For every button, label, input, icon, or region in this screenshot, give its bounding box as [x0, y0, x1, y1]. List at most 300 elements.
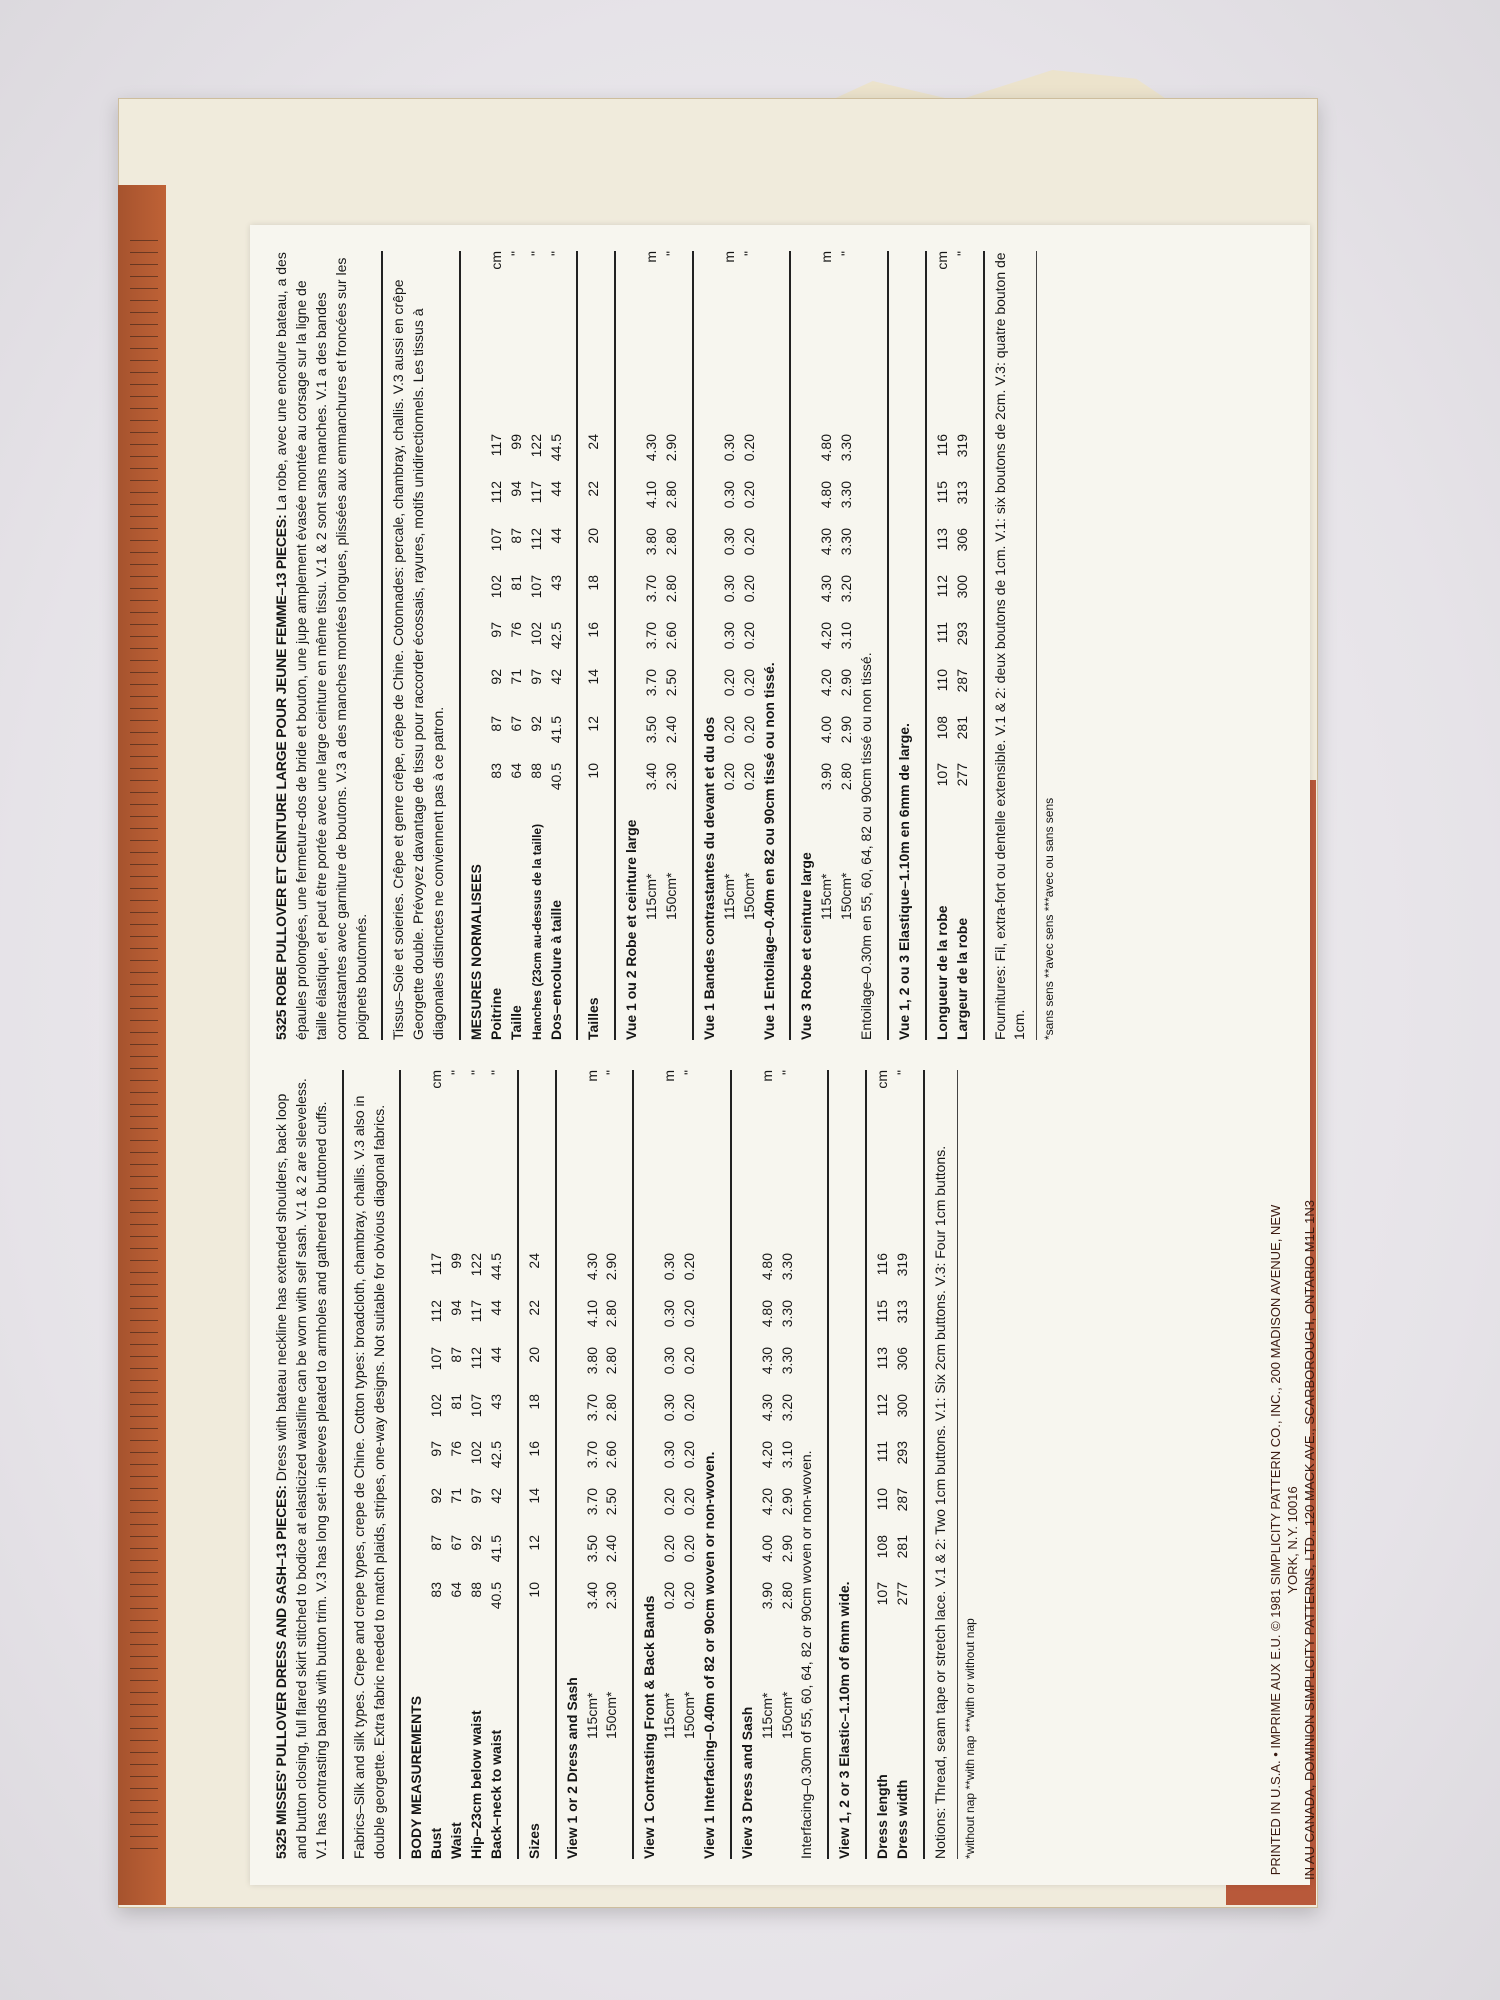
table-cell: 107: [527, 575, 544, 599]
table-cell: 0.20: [720, 669, 737, 697]
table-cell: 0.20: [740, 622, 757, 650]
table-row: [680, 1070, 700, 1859]
row-label: 150cm*: [740, 872, 757, 920]
interfacing-note: Interfacing–0.30m of 55, 60, 64, 82 or 90cm woven or non-woven.: [798, 1450, 815, 1859]
table-cell: 3.80: [583, 1347, 600, 1375]
table-row: [873, 1070, 893, 1859]
table-cell: 3.20: [838, 575, 855, 603]
table-cell: 108: [874, 1535, 891, 1559]
table-row: [584, 251, 604, 1040]
table-cell: 0.20: [661, 1582, 678, 1610]
table-cell: 22: [585, 481, 602, 497]
table-cell: 71: [448, 1488, 465, 1504]
table-cell: 0.30: [720, 434, 737, 462]
unit: m: [583, 1070, 600, 1082]
table-cell: 92: [487, 669, 504, 685]
table-cell: 313: [953, 481, 970, 505]
section-heading: View 3 Dress and Sash: [738, 1706, 755, 1859]
table-cell: 0.30: [661, 1253, 678, 1281]
table-cell: 40.5: [547, 763, 564, 791]
table-cell: 41.5: [547, 716, 564, 744]
table-cell: 83: [428, 1582, 445, 1598]
row-values: [507, 291, 527, 810]
section-heading: Vue 1 Bandes contrastantes du devant et du dos: [700, 716, 717, 1040]
table-row: [527, 251, 547, 1040]
table-row: [893, 1070, 913, 1859]
table-cell: 81: [507, 575, 524, 591]
row-values: [660, 1110, 680, 1629]
table-cell: 3.50: [643, 716, 660, 744]
row-label: 150cm*: [778, 1691, 795, 1739]
table-cell: 44: [547, 528, 564, 544]
table-cell: 0.20: [720, 716, 737, 744]
table-cell: 3.30: [778, 1347, 795, 1375]
table-cell: 87: [507, 528, 524, 544]
row-values: [837, 291, 857, 810]
table-cell: 111: [874, 1441, 891, 1463]
unit: ": [507, 251, 524, 256]
table-cell: 2.90: [778, 1488, 795, 1516]
unit: ": [527, 251, 544, 256]
table-cell: 122: [527, 434, 544, 458]
table-cell: 3.50: [583, 1535, 600, 1563]
table-cell: 115: [933, 481, 950, 504]
table-cell: 43: [547, 575, 564, 591]
table-cell: 2.80: [838, 763, 855, 791]
section-heading: View 1 or 2 Dress and Sash: [563, 1677, 580, 1859]
table-cell: 2.30: [663, 763, 679, 791]
table-row: [583, 1070, 603, 1859]
row-label: 150cm*: [603, 1691, 620, 1739]
table-cell: 0.30: [661, 1441, 678, 1469]
table-row: [933, 251, 953, 1040]
table-cell: 43: [487, 1394, 504, 1410]
row-label: Dress length: [874, 1774, 891, 1859]
table-cell: 117: [428, 1253, 445, 1276]
table-cell: 112: [874, 1394, 891, 1417]
table-cell: 44: [547, 481, 564, 497]
table-row: [817, 251, 837, 1040]
table-cell: 116: [874, 1253, 891, 1276]
table-cell: 0.20: [681, 1488, 697, 1516]
table-cell: 20: [525, 1347, 542, 1363]
unit: ": [681, 1070, 697, 1075]
table-cell: 97: [468, 1488, 484, 1504]
row-values: [527, 291, 547, 810]
table-cell: 14: [525, 1488, 542, 1504]
table-row: [467, 1070, 487, 1859]
table-cell: 92: [527, 716, 544, 732]
table-cell: 42: [547, 669, 564, 685]
elastic-note: View 1, 2 or 3 Elastic–1.10m of 6mm wide.: [827, 1070, 855, 1859]
table-cell: 2.40: [603, 1535, 620, 1563]
row-label: Back–neck to waist: [487, 1729, 504, 1859]
table-row: [953, 251, 973, 1040]
english-body-heading: BODY MEASUREMENTS: [408, 1695, 425, 1859]
table-cell: 4.30: [758, 1394, 775, 1422]
table-cell: 0.20: [740, 481, 757, 509]
table-cell: 3.10: [838, 622, 855, 650]
section-heading: Vue 1 ou 2 Robe et ceinture large: [623, 819, 640, 1040]
table-cell: 319: [953, 434, 970, 458]
french-column: [272, 251, 1288, 1040]
section-heading: View 1 Contrasting Front & Back Bands: [641, 1595, 658, 1859]
table-cell: 24: [525, 1253, 542, 1269]
unit: ": [547, 251, 564, 256]
row-values: [487, 291, 507, 810]
table-cell: 0.30: [661, 1347, 678, 1375]
table-cell: 3.70: [583, 1441, 600, 1469]
table-row: [660, 1070, 680, 1859]
table-cell: 4.30: [583, 1253, 600, 1281]
table-cell: 3.70: [583, 1394, 600, 1422]
table-cell: 0.30: [720, 481, 737, 509]
table-cell: 0.20: [681, 1347, 697, 1375]
unit: cm: [487, 251, 504, 270]
ruler-scale: [130, 240, 158, 1860]
table-cell: 2.40: [663, 716, 679, 744]
footnote: *without nap **with nap ***with or without nap: [957, 1070, 979, 1859]
english-fabrics: Fabrics–Silk and silk types. Crepe and crepe types, crepe de Chine. Cotton types: broadcloth, chambray, challis. V.3 also in double georgette. Extra fabric needed to match plaids, stripes, one-way designs. Not suitable for obvious diagonal fabrics.: [342, 1070, 390, 1859]
table-cell: 111: [933, 622, 950, 644]
unit: ": [894, 1070, 910, 1075]
table-cell: 2.80: [663, 575, 679, 603]
table-cell: 99: [507, 434, 524, 450]
interfacing-note: Entoilage–0.30m en 55, 60, 64, 82 ou 90cm tissé ou non tissé.: [858, 652, 874, 1040]
row-values: [547, 291, 567, 810]
table-cell: 0.20: [740, 763, 757, 791]
table-cell: 4.20: [818, 669, 835, 697]
unit: ": [487, 1070, 504, 1075]
row-values: [584, 251, 604, 810]
table-cell: 16: [525, 1441, 542, 1457]
table-cell: 113: [933, 528, 950, 551]
printer-credit-line: IN AU CANADA, DOMINION SIMPLICITY PATTERNS, LTD., 120 MACK AVE., SCARBOROUGH, ONTARIO M1L 1N3: [1301, 1200, 1317, 1880]
row-values: [953, 291, 973, 810]
row-label: 115cm*: [758, 1692, 775, 1739]
english-column: [272, 1070, 1288, 1859]
table-row: [720, 251, 740, 1040]
table-cell: 2.80: [663, 481, 679, 509]
unit: ": [468, 1070, 484, 1075]
unit: ": [603, 1070, 620, 1075]
table-cell: 2.80: [663, 528, 679, 556]
table-cell: 2.90: [838, 716, 855, 744]
table-cell: 97: [428, 1441, 445, 1457]
table-row: [487, 1070, 507, 1859]
table-cell: 0.20: [661, 1488, 678, 1516]
table-cell: 94: [507, 481, 524, 497]
row-values: [778, 1110, 798, 1629]
table-cell: 0.30: [720, 622, 737, 650]
table-cell: 76: [507, 622, 524, 638]
section-heading: Vue 3 Robe et ceinture large: [798, 852, 815, 1040]
table-cell: 0.20: [681, 1300, 697, 1328]
table-cell: 110: [874, 1488, 891, 1511]
table-cell: 22: [525, 1300, 542, 1316]
unit: ": [740, 251, 757, 256]
table-cell: 4.20: [758, 1441, 775, 1469]
table-cell: 306: [894, 1347, 910, 1371]
french-fabrics: Tissus–Soie et soieries. Crêpe et genre crêpe, crêpe de Chine. Cotonnades: percale, chambray, challis. V.3 aussi en crêpe Georgette double. Prévoyez davantage de tissu pour raccorder écossais, rayures, motifs unidirectionnels. Les tissus à diagonales distinctes ne conviennent pas à ce patron.: [381, 251, 449, 1040]
row-values: [525, 1070, 545, 1629]
table-cell: 88: [468, 1582, 484, 1598]
table-cell: 64: [507, 763, 524, 779]
table-cell: 102: [527, 622, 544, 646]
table-cell: 3.40: [583, 1582, 600, 1610]
table-cell: 64: [448, 1582, 465, 1598]
table-cell: 287: [894, 1488, 910, 1512]
row-label: 115cm*: [643, 873, 660, 920]
table-cell: 2.80: [778, 1582, 795, 1610]
table-cell: 4.80: [758, 1300, 775, 1328]
table-cell: 97: [527, 669, 544, 685]
table-cell: 94: [448, 1300, 465, 1316]
table-cell: 3.30: [778, 1300, 795, 1328]
table-cell: 4.20: [758, 1488, 775, 1516]
table-cell: 92: [428, 1488, 445, 1504]
table-cell: 112: [428, 1300, 445, 1323]
table-cell: 14: [585, 669, 602, 685]
notions-note: Fournitures: Fil, extra-fort ou dentelle extensible. V.1 & 2: deux boutons de 1cm. V.1: six boutons de 2cm. V.3: quatre bouton de 1cm.: [983, 251, 1031, 1040]
row-values: [487, 1110, 507, 1629]
table-cell: 12: [525, 1535, 542, 1551]
table-cell: 2.80: [603, 1300, 620, 1328]
row-values: [583, 1110, 603, 1629]
table-cell: 300: [953, 575, 970, 599]
table-cell: 0.20: [681, 1441, 697, 1469]
table-cell: 44.5: [547, 434, 564, 462]
table-cell: 0.20: [661, 1535, 678, 1563]
row-values: [680, 1110, 700, 1629]
printer-credit-line: PRINTED IN U.S.A. • IMPRIME AUX E.U. © 1981 SIMPLICITY PATTERN CO., INC., 200 MADISON AVENUE, NEW YORK, N.Y. 10016: [1268, 1204, 1300, 1876]
table-cell: 4.00: [758, 1535, 775, 1563]
unit: ": [663, 251, 679, 256]
row-values: [642, 291, 662, 810]
table-cell: 2.90: [603, 1253, 620, 1281]
table-cell: 3.80: [643, 528, 660, 556]
table-cell: 2.50: [663, 669, 679, 697]
unit: cm: [874, 1070, 891, 1089]
table-cell: 300: [894, 1394, 910, 1418]
table-row: [447, 1070, 467, 1859]
row-values: [602, 1110, 622, 1629]
table-cell: 313: [894, 1300, 910, 1324]
row-label: 115cm*: [661, 1692, 678, 1739]
row-values: [873, 1110, 893, 1629]
table-cell: 2.50: [603, 1488, 620, 1516]
table-cell: 3.70: [643, 622, 660, 650]
table-cell: 87: [487, 716, 504, 732]
table-row: [837, 251, 857, 1040]
row-values: [893, 1110, 913, 1629]
french-title-block: [272, 251, 371, 1040]
table-cell: 4.30: [643, 434, 660, 462]
table-row: [662, 251, 682, 1040]
table-cell: 0.20: [740, 716, 757, 744]
unit: ": [953, 251, 970, 256]
row-label: 115cm*: [818, 873, 835, 920]
table-cell: 0.20: [740, 575, 757, 603]
table-cell: 2.90: [663, 434, 679, 462]
row-label: Poitrine: [487, 987, 504, 1040]
row-label: Dos–encolure à taille: [547, 899, 564, 1040]
table-cell: 0.30: [661, 1300, 678, 1328]
table-cell: 112: [933, 575, 950, 598]
english-title-block: [272, 1070, 332, 1859]
row-label: Hip–23cm below waist: [468, 1710, 484, 1859]
table-cell: 2.30: [603, 1582, 620, 1610]
table-cell: 117: [468, 1300, 484, 1323]
table-cell: 3.40: [643, 763, 660, 791]
table-cell: 4.10: [583, 1300, 600, 1328]
table-cell: 0.30: [661, 1394, 678, 1422]
row-values: [758, 1110, 778, 1629]
row-label: Hanches (23cm au-dessus de la taille): [529, 823, 544, 1040]
table-row: [778, 1070, 798, 1859]
table-cell: 3.30: [838, 528, 855, 556]
table-cell: 319: [894, 1253, 910, 1277]
table-cell: 277: [953, 763, 970, 787]
row-label: Longueur de la robe: [933, 905, 950, 1040]
table-row: [740, 251, 760, 1040]
table-cell: 3.30: [838, 434, 855, 462]
table-cell: 3.30: [778, 1253, 795, 1281]
table-cell: 277: [894, 1582, 910, 1606]
table-cell: 4.80: [758, 1253, 775, 1281]
unit: cm: [428, 1070, 445, 1089]
table-cell: 87: [428, 1535, 445, 1551]
table-cell: 42: [487, 1488, 504, 1504]
table-cell: 2.60: [663, 622, 679, 650]
table-cell: 0.20: [681, 1253, 697, 1281]
table-cell: 4.30: [758, 1347, 775, 1375]
english-title: 5325 MISSES' PULLOVER DRESS AND SASH–13 PIECES:: [273, 1485, 289, 1859]
table-cell: 107: [468, 1394, 484, 1418]
table-cell: 107: [874, 1582, 891, 1606]
row-values: [447, 1110, 467, 1629]
table-cell: 0.20: [740, 434, 757, 462]
table-cell: 42.5: [487, 1441, 504, 1469]
table-cell: 3.90: [818, 763, 835, 791]
table-cell: 306: [953, 528, 970, 552]
table-cell: 2.60: [603, 1441, 620, 1469]
table-cell: 0.20: [681, 1535, 697, 1563]
footnote: *sans sens **avec sens ***avec ou sans sens: [1036, 251, 1058, 1040]
table-cell: 116: [933, 434, 950, 457]
table-cell: 10: [525, 1582, 542, 1598]
unit: m: [818, 251, 835, 263]
table-cell: 20: [585, 528, 602, 544]
table-cell: 44: [487, 1347, 504, 1363]
table-cell: 117: [527, 481, 544, 504]
table-cell: 42.5: [547, 622, 564, 650]
table-cell: 0.20: [720, 763, 737, 791]
unit: cm: [933, 251, 950, 270]
table-row: [507, 251, 527, 1040]
unit: m: [720, 251, 737, 263]
french-body-heading: MESURES NORMALISEES: [468, 864, 484, 1040]
printer-credit: [1268, 1190, 1317, 1890]
row-values: [933, 291, 953, 810]
table-cell: 18: [525, 1394, 542, 1410]
table-cell: 4.00: [818, 716, 835, 744]
elastic-note: Vue 1, 2 ou 3 Elastique–1.10m en 6mm de large.: [887, 251, 915, 1040]
table-cell: 2.80: [603, 1347, 620, 1375]
table-cell: 107: [933, 763, 950, 787]
table-cell: 81: [448, 1394, 465, 1410]
row-values: [720, 291, 740, 810]
row-label: Taille: [507, 1005, 524, 1040]
table-cell: 0.30: [720, 528, 737, 556]
table-cell: 24: [585, 434, 602, 450]
table-cell: 4.30: [818, 528, 835, 556]
table-cell: 83: [487, 763, 504, 779]
table-cell: 0.30: [720, 575, 737, 603]
table-cell: 44: [487, 1300, 504, 1316]
table-cell: 71: [507, 669, 524, 685]
table-cell: 2.90: [778, 1535, 795, 1563]
unit: ": [838, 251, 855, 256]
row-label: Tailles: [585, 997, 602, 1040]
unit: ": [448, 1070, 465, 1075]
table-cell: 4.10: [643, 481, 660, 509]
table-cell: 112: [468, 1347, 484, 1370]
row-label: 150cm*: [663, 872, 679, 920]
table-cell: 102: [468, 1441, 484, 1465]
table-cell: 2.90: [838, 669, 855, 697]
table-cell: 88: [527, 763, 544, 779]
table-cell: 92: [468, 1535, 484, 1551]
row-label: 115cm*: [583, 1692, 600, 1739]
table-cell: 3.20: [778, 1394, 795, 1422]
unit: m: [661, 1070, 678, 1082]
table-cell: 117: [487, 434, 504, 457]
table-cell: 0.20: [740, 528, 757, 556]
table-cell: 99: [448, 1253, 465, 1269]
row-label: 150cm*: [681, 1691, 697, 1739]
table-cell: 281: [894, 1535, 910, 1559]
table-cell: 108: [933, 716, 950, 740]
table-cell: 3.10: [778, 1441, 795, 1469]
table-cell: 4.20: [818, 622, 835, 650]
table-cell: 122: [468, 1253, 484, 1277]
row-values: [662, 291, 682, 810]
table-cell: 4.80: [818, 481, 835, 509]
table-cell: 107: [487, 528, 504, 552]
table-row: [547, 251, 567, 1040]
table-cell: 12: [585, 716, 602, 732]
row-label: Dress width: [894, 1779, 910, 1859]
table-cell: 16: [585, 622, 602, 638]
table-cell: 3.90: [758, 1582, 775, 1610]
table-cell: 3.70: [643, 575, 660, 603]
table-cell: 3.70: [583, 1488, 600, 1516]
table-cell: 107: [428, 1347, 445, 1371]
table-cell: 41.5: [487, 1535, 504, 1563]
interfacing-note: Vue 1 Entoilage–0.40m en 82 ou 90cm tissé ou non tissé.: [760, 662, 777, 1040]
table-cell: 18: [585, 575, 602, 591]
table-row: [487, 251, 507, 1040]
table-cell: 67: [507, 716, 524, 732]
row-label: 150cm*: [838, 872, 855, 920]
table-cell: 102: [487, 575, 504, 599]
french-description: La robe, avec une encolure bateau, a des épaules prolongées, une fermeture-dos de bride et bouton, une jupe amplement évasée montée au corsage sur la ligne de taille élastique, et peut être portée avec une large ceinture en même tissu. V.1 & 2 sont sans manches. V.1 a des bandes contrastantes avec garniture de boutons. V.3 a des manches montées longues, plissées aux emmanchures et froncées sur les poignets boutonnés.: [273, 252, 369, 1040]
table-cell: 4.30: [818, 575, 835, 603]
row-values: [467, 1110, 487, 1629]
french-title: 5325 ROBE PULLOVER ET CEINTURE LARGE POUR JEUNE FEMME–13 PIECES:: [273, 514, 289, 1040]
table-cell: 102: [428, 1394, 445, 1418]
